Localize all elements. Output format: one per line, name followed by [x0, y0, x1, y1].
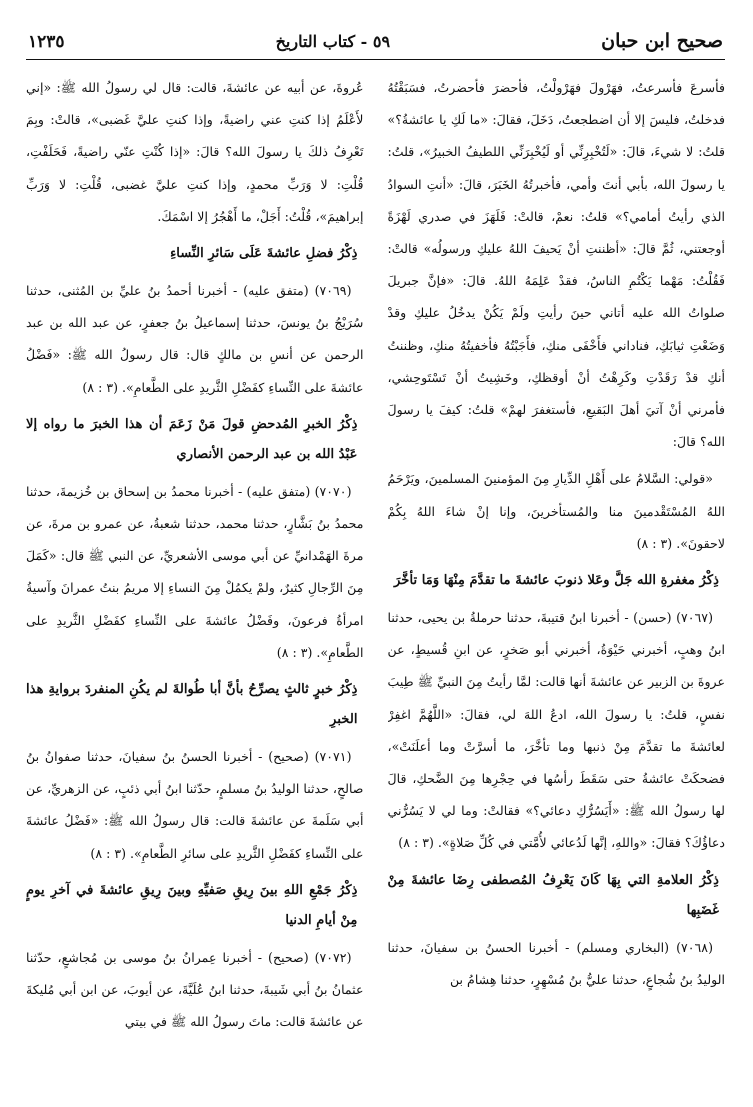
section-heading: ذِكْرُ الخبرِ المُدحضِ قولَ مَنْ زَعَمَ أن هذا الخبرَ ما رواه إلا عَبْدُ الله بن عبد الرحمن الأنصاري [26, 416, 358, 462]
paragraph: عُروةَ، عن أبيه عن عائشةَ، قالت: قال لي رسولُ الله ﷺ: «إني لأَعْلَمُ إذا كنتِ عني راضيةً، وإذا كنتِ عليَّ غَضبى»، قالتْ: وبِمَ تَعْرِفُ ذلكَ يا رسولَ الله؟ قالَ: «إذا كُنْتِ عنّي راضيةً، فَحَلَفْتِ، قُلْتِ: لا وَرَبِّ محمدٍ، وإذا كنتِ عليَّ غضبى، قُلْتِ: لا وَرَبِّ إبراهيمَ»، قُلْتُ: أَجَلْ، ما أَهْجُرُ إلا اسْمَكَ. [26, 80, 364, 224]
section-heading: ذِكْرُ فضلِ عائشةَ عَلَى سَائرِ النِّساءِ [170, 246, 358, 262]
paragraph: (٧٠٧٢) (صحيح) - أخبرنا عِمرانُ بنُ موسى بن مُجاشعٍ، حدّثنا عثمانُ بنُ أبي شَيبةَ، حدثنا ابنُ عُلَيَّةَ، عن أيوبَ، عن ابن أبي مُليكةَ عن عائشةَ قالت: ماتَ رسولُ الله ﷺ في بيتي [26, 949, 364, 1030]
running-header [26, 30, 725, 60]
paragraph: (٧٠٧١) (صحيح) - أخبرنا الحسنُ بنُ سفيانَ، حدثنا صفوانُ بنُ صالحٍ، حدثنا الوليدُ بنُ مسلمٍ، حدّثنا ابنُ أبي ذئبٍ، عن الزهريِّ، عن أبي سَلَمةَ عن عائشةَ قالت: قال رسولُ الله ﷺ: «فَضْلُ عائشةَ على النِّساءِ كفَضْلِ الثَّريدِ على سائرِ الطَّعامِ». (٣ : ٨) [26, 749, 364, 861]
page-number: ١٢٣٥ [28, 32, 65, 52]
section-heading: ذِكْرُ جَمْعِ اللهِ بينَ رِيقِ صَفيِّهِ وبينَ رِيقِ عائشةَ في آخرِ يومٍ مِنْ أيامِ الدنيا [26, 882, 358, 928]
text-columns [26, 72, 725, 1102]
left-column [26, 72, 364, 1102]
chapter-title: ٥٩ - كتاب التاريخ [275, 32, 391, 51]
paragraph: (٧٠٦٨) (البخاري ومسلم) - أخبرنا الحسنُ بن سفيانَ، حدثنا الوليدُ بنُ شُجاعٍ، حدثنا عليُّ بنُ مُسْهِرٍ، حدثنا هِشامُ بن [387, 939, 725, 987]
paragraph: (٧٠٧٠) (متفق عليه) - أخبرنا محمدُ بن إسحاق بن خُزيمةَ، حدثنا محمدُ بنُ بَشَّارٍ، حدثنا محمد، حدثنا شعبةُ، عن عمرو بن مرةَ، عن مرةَ الهَمْدانيِّ عن أبي موسى الأشعريِّ، عن النبي ﷺ قال: «كَمَلَ مِنَ الرِّجالِ كثيرٌ، ولمْ يكمُلْ مِنَ النساءِ إلا مريمُ بنتُ عمرانَ وآسيةُ امرأةُ فرعونَ، وفَضْلُ عائشةَ على النِّساءِ كفَضْلِ الثَّريدِ على الطَّعامِ». (٣ : ٨) [26, 483, 364, 660]
right-column [388, 72, 726, 1102]
paragraph: (٧٠٦٧) (حسن) - أخبرنا ابنُ قتيبةَ، حدثنا حرملةُ بن يحيى، حدثنا ابنُ وهبٍ، أخبرني حَيْوَةُ، أخبرني أبو صَخرٍ، عن ابنِ قُسيطٍ، عن عروةَ بن الزبير عن عائشةَ أنها قالت: لمَّا رأيتُ مِنَ النبيِّ ﷺ طِيبَ نفسٍ، قلتُ: يا رسولَ الله، ادعُ اللهَ لي، فقالَ: «اللَّهُمَّ اغفِرْ لعائشةَ ما تقدَّمَ مِنْ ذنبها وما تأخَّرَ، ما أسرَّتْ وما أعلَنَتْ»، فضحكَتْ عائشةُ حتى سَقَطَ رأسُها في حِجْرِها مِنَ الضَّحكِ، قالَ لها رسولُ الله ﷺ: «أَيَسُرُّكِ دعائي؟» فقالتْ: وما لي لا يَسُرُّني دعاؤُكَ؟ فقالَ: «واللهِ، إنَّها لَدُعائي لأُمَّتي في كُلِّ صَلاةٍ». (٣ : ٨) [387, 610, 725, 851]
section-heading: ذِكْرُ العلامةِ التي بِهَا كَانَ يَعْرِفُ المُصطفى رِضَا عائشةَ مِنْ غَضَبِها [387, 872, 719, 918]
book-title: صحيح ابن حبان [601, 30, 723, 52]
paragraph: فأسرعَ فأسرعتُ، فهَرْولَ فهَرْولْتُ، فأحضرَ فأحضرتُ، فسَبَقْتُهُ فدخلتُ، فليسَ إلا أن اضطجعتُ، دَخَلَ، فقالَ: «ما لَكِ يا عائشةُ؟» قلتُ: لا شيءَ، قالَ: «لَتُخْبِرِنِّي أو لَيُخْبِرَنِّي اللطيفُ الخبيرُ»، قلتُ: يا رسولَ الله، بأبي أنتَ وأمي، فأخبرتُهُ الخَبَرَ، قالَ: «أنتِ السوادُ الذي رأيتُ أمامي؟» قلتُ: نعمْ، قالتْ: فَلَهَزَ في صدري لَهْزَةً أوجعتني، ثُمَّ قالَ: «أظننتِ أنْ يَحيفَ اللهُ عليكِ ورسولُه» قالتْ: فَقُلْتُ: مَهْما يَكْتُمِ الناسُ، فقدْ عَلِمَهُ اللهُ. قالَ: «فإنَّ جبريلَ صلواتُ الله عليه أتاني حينَ رأيتِ ولَمْ يَكُنْ يدخُلُ عليكِ وقدْ وَضَعْتِ ثيابَكِ، فناداني فأَخْفَى منكِ، فأَجَبْتُهُ فأخفيتُهُ منكِ، وظننتُ أنكِ قدْ رَقَدْتِ وكَرِهْتُ أنْ أوقظكِ، وخَشِيتُ أنْ تَسْتَوحِشي، فأمرني أنْ آتيَ أهلَ البَقيعِ، فأستغفرَ لهمْ» قلتُ: كيفَ يا رسولَ الله؟ قالَ: [387, 80, 725, 450]
section-heading: ذِكْرُ مغفرةِ الله جَلَّ وعَلا ذنوبَ عائشةَ ما تقدَّمَ مِنْهَا وَمَا تأخَّرَ [394, 573, 719, 589]
paragraph: «قولي: السَّلامُ على أَهْلِ الدِّيارِ مِنَ المؤمنينَ المسلمينَ، ويَرْحَمُ اللهُ المُسْتَقْدمينَ منا والمُستأخرينَ، وإنا إنْ شاءَ اللهُ بِكُمْ لاحقونَ». (٣ : ٨) [387, 471, 725, 551]
section-heading: ذِكْرُ خبرٍ ثالثٍ يصرِّحُ بأنَّ أبا طُوالةَ لم يكُنِ المنفردَ بروايةِ هذا الخبرِ [26, 682, 358, 728]
paragraph: (٧٠٦٩) (متفق عليه) - أخبرنا أحمدُ بنُ عليِّ بن المُثنى، حدثنا سُرَيْجُ بنُ يونسَ، حدثنا إسماعيلُ بنُ جعفرٍ، عن عبد الله بن عبد الرحمن عن أنسِ بن مالكٍ قال: قال رسولُ الله ﷺ: «فَضْلُ عائشةَ على النِّساءِ كفَضْلِ الثَّريدِ على الطَّعامِ». (٣ : ٨) [26, 283, 364, 395]
